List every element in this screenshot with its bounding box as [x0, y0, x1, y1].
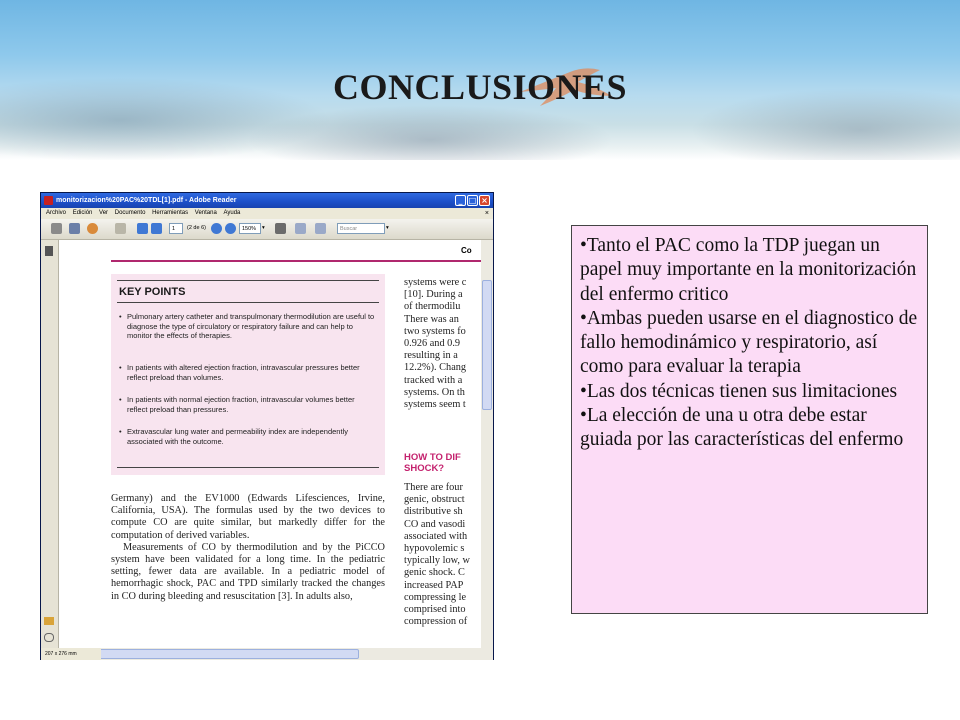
- pdf-paragraph: Measurements of CO by thermodilution and by the PiCCO system have been validated for a long time. In the pediatric setting, fewer data are available. In a pediatric model of hemorrhagic shock, PAC and TPD similarly tracked the changes in CO during bleeding and resuscitation [3]. In adults also,: [111, 541, 385, 602]
- pdf-line: two systems fo: [404, 325, 466, 337]
- zoom-level-input[interactable]: 150%: [239, 223, 261, 234]
- key-points-box: [111, 274, 385, 475]
- window-title: monitorizacion%20PAC%20TDL[1].pdf - Adobe Reader: [56, 197, 237, 204]
- pdf-right-column-bottom: [404, 482, 481, 628]
- zoom-out-icon[interactable]: [211, 223, 222, 234]
- pdf-header-rule: [111, 260, 481, 262]
- zoom-dropdown-icon[interactable]: ▾: [262, 225, 265, 231]
- page-count-label: (2 de 6): [187, 225, 206, 231]
- email-icon[interactable]: [87, 223, 98, 234]
- pdf-line: compression of: [404, 616, 468, 628]
- conclusions-box: [571, 225, 928, 614]
- menu-archivo[interactable]: Archivo: [46, 210, 67, 216]
- paperclip-icon[interactable]: [44, 633, 54, 642]
- search-dropdown-icon[interactable]: ▾: [386, 225, 389, 231]
- conclusion-text: Tanto el PAC como la TDP juegan un papel muy importante en la monitorización del enfermo critico: [580, 235, 917, 305]
- menu-ver[interactable]: Ver: [99, 210, 109, 216]
- pdf-running-header: Co: [461, 246, 472, 255]
- conclusion-text: La elección de una u otra debe estar guiada por las características del enfermo: [580, 405, 904, 451]
- conclusion-item: [580, 234, 921, 307]
- pdf-heading-line: HOW TO DIF: [404, 452, 461, 463]
- pdf-line: increased PAP: [404, 579, 464, 591]
- pdf-app-icon: [44, 196, 53, 205]
- key-point-item: • Pulmonary artery catheter and transpulmonary thermodilution are useful to diagnose the type of circulatory or respiratory failure and can help to monitor the effects of therapies.: [119, 312, 377, 341]
- conclusion-item: [580, 307, 921, 380]
- pdf-line: systems. On th: [404, 386, 465, 398]
- key-point-item: • Extravascular lung water and permeability index are independently associated with the outcome.: [119, 427, 377, 446]
- pdf-line: tracked with a: [404, 374, 463, 386]
- pdf-line: distributive sh: [404, 506, 463, 518]
- menu-ayuda[interactable]: Ayuda: [223, 210, 241, 216]
- pdf-line: of thermodilu: [404, 301, 461, 313]
- pdf-line: genic shock. C: [404, 567, 465, 579]
- pdf-line: There are four: [404, 482, 463, 493]
- menu-bar: [41, 208, 493, 219]
- attachments-icon[interactable]: [44, 617, 54, 625]
- conclusion-item: [580, 380, 921, 404]
- pdf-paragraph: Germany) and the EV1000 (Edwards Lifesciences, Irvine, California, USA). The formulas used by the two devices to compute CO are quite similar, but markedly differ for the computation of derived variables.: [111, 493, 385, 541]
- conclusion-item: [580, 404, 921, 453]
- pdf-line: There was an: [404, 313, 459, 325]
- kp-title-rule: [117, 302, 379, 303]
- pdf-line: hypovolemic s: [404, 543, 465, 555]
- pdf-line: resulting in a: [404, 350, 458, 362]
- pdf-line: comprised into: [404, 604, 466, 616]
- pdf-line: systems were c: [404, 277, 467, 288]
- page-number-input[interactable]: 1: [169, 223, 183, 234]
- page-size-status: 207 x 276 mm: [41, 648, 101, 660]
- fit-width-icon[interactable]: [295, 223, 306, 234]
- close-button[interactable]: ×: [479, 195, 490, 206]
- pdf-line: systems seem t: [404, 399, 466, 411]
- kp-bottom-rule: [117, 467, 379, 468]
- kp-top-rule: [117, 280, 379, 281]
- save-icon[interactable]: [69, 223, 80, 234]
- pdf-line: CO and vasodi: [404, 518, 466, 530]
- rotate-icon[interactable]: [315, 223, 326, 234]
- vertical-scroll-thumb[interactable]: [482, 280, 492, 410]
- navigation-pane: [41, 240, 59, 648]
- zoom-in-icon[interactable]: [225, 223, 236, 234]
- document-close-icon[interactable]: ×: [484, 210, 489, 217]
- pdf-line: associated with: [404, 530, 468, 542]
- pdf-line: [10]. During a: [404, 289, 463, 301]
- horizontal-scrollbar[interactable]: [59, 648, 493, 660]
- menu-ventana[interactable]: Ventana: [194, 210, 217, 216]
- conclusions-list: [580, 234, 921, 453]
- previous-page-icon[interactable]: [137, 223, 148, 234]
- pdf-line: 12.2%). Chang: [404, 362, 467, 374]
- pdf-heading-line: SHOCK?: [404, 463, 445, 474]
- pages-panel-icon[interactable]: [45, 246, 53, 256]
- window-titlebar[interactable]: [41, 193, 493, 208]
- menu-edicion[interactable]: Edición: [72, 210, 93, 216]
- menu-documento[interactable]: Documento: [114, 210, 146, 216]
- toolbar: [41, 219, 493, 240]
- adobe-reader-window[interactable]: [40, 192, 494, 660]
- pdf-line: genic, obstruct: [404, 494, 465, 506]
- conclusion-text: Las dos técnicas tienen sus limitaciones: [586, 380, 898, 402]
- slide-title: CONCLUSIONES: [332, 67, 628, 107]
- document-view[interactable]: [59, 240, 481, 648]
- vertical-scrollbar[interactable]: [481, 240, 493, 648]
- pdf-section-heading: [404, 452, 481, 474]
- key-point-item: • In patients with altered ejection fraction, intravascular pressures better reflect preload than volumes.: [119, 363, 377, 382]
- maximize-button[interactable]: □: [468, 196, 477, 205]
- next-page-icon[interactable]: [151, 223, 162, 234]
- pages-icon[interactable]: [115, 223, 126, 234]
- key-points-title: KEY POINTS: [119, 286, 186, 298]
- pdf-line: 0.926 and 0.9: [404, 338, 461, 350]
- horizontal-scroll-thumb[interactable]: [99, 649, 359, 659]
- pdf-right-column-top: [404, 277, 481, 411]
- fit-page-icon[interactable]: [275, 223, 286, 234]
- pdf-line: typically low, w: [404, 555, 470, 567]
- key-point-item: • In patients with normal ejection fraction, intravascular volumes better reflect preload than pressures.: [119, 395, 377, 414]
- search-input[interactable]: Buscar: [337, 223, 385, 234]
- menu-herramientas[interactable]: Herramientas: [152, 210, 189, 216]
- header-banner: [0, 0, 960, 160]
- print-icon[interactable]: [51, 223, 62, 234]
- pdf-line: compressing le: [404, 591, 467, 603]
- pdf-left-column: [111, 493, 385, 603]
- minimize-button[interactable]: _: [455, 195, 466, 206]
- conclusion-text: Ambas pueden usarse en el diagnostico de fallo hemodinámico y respiratorio, así como para evaluar la terapia: [580, 307, 918, 378]
